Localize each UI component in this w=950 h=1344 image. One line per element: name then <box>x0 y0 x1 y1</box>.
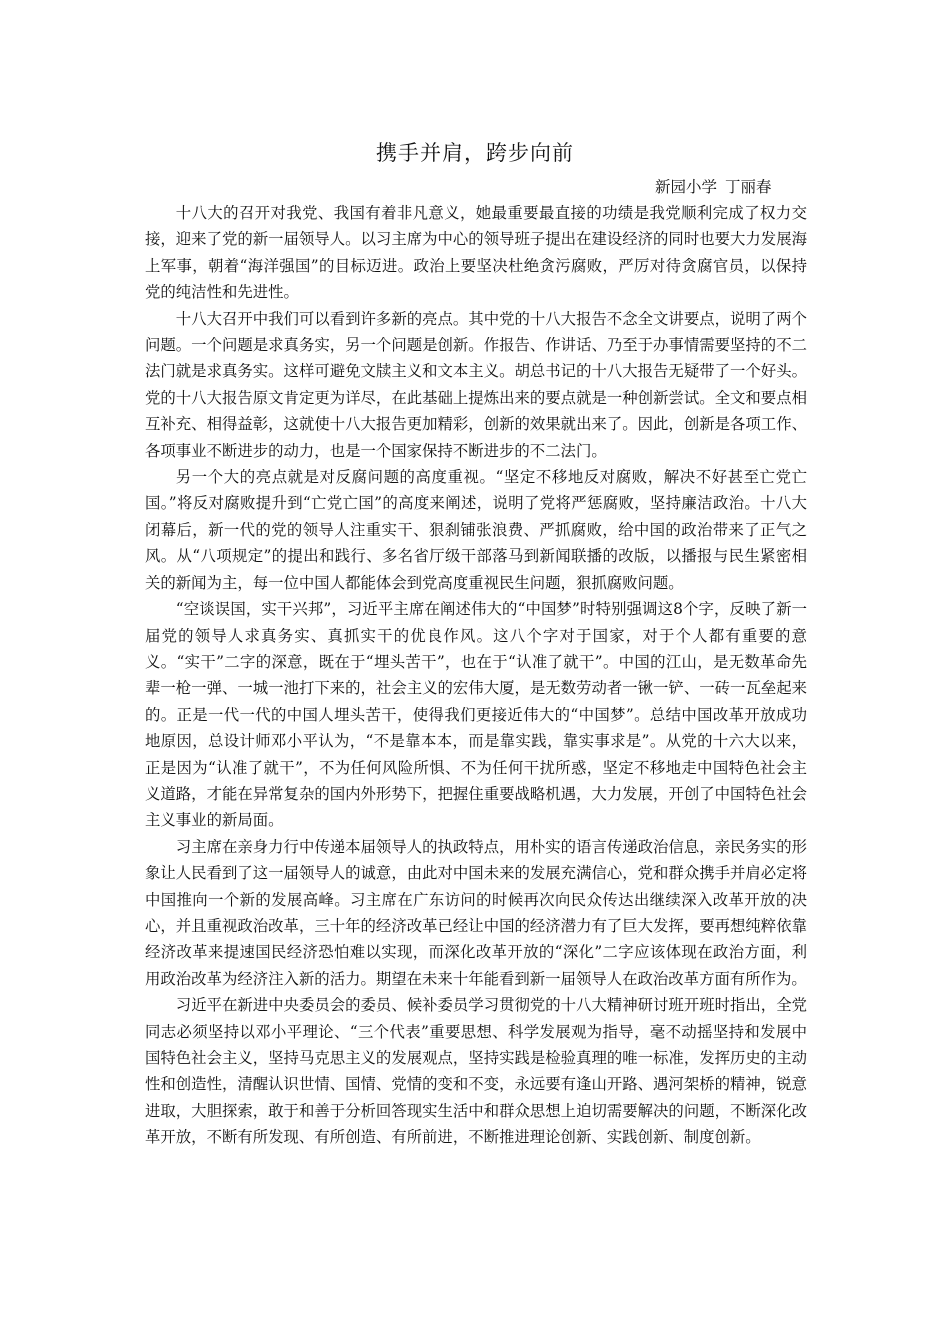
paragraph-3: 另一个大的亮点就是对反腐问题的高度重视。“坚定不移地反对腐败，解决不好甚至亡党亡国。”将反对腐败提升到“亡党亡国”的高度来阐述，说明了党将严惩腐败，坚持廉洁政治。十八大闭幕后，新一代的党的领导人注重实干、狠刹铺张浪费、严抓腐败，给中国的政治带来了正气之风。从“八项规定”的提出和践行、多名省厅级干部落马到新闻联播的改版，以播报与民生紧密相关的新闻为主，每一位中国人都能体会到党高度重视民生问题，狠抓腐败问题。 <box>145 468 807 592</box>
author-line <box>655 176 772 198</box>
author-school: 新园小学 <box>655 178 718 196</box>
paragraph-1: 十八大的召开对我党、我国有着非凡意义，她最重要最直接的功绩是我党顺利完成了权力交接，迎来了党的新一届领导人。以习主席为中心的领导班子提出在建设经济的同时也要大力发展海上军事，朝着“海洋强国”的目标迈进。政治上要坚决杜绝贪污腐败，严厉对待贪腐官员，以保持党的纯洁性和先进性。 <box>145 204 807 302</box>
author-name: 丁丽春 <box>725 178 772 196</box>
paragraph-4: “空谈误国，实干兴邦”，习近平主席在阐述伟大的“中国梦”时特别强调这8个字，反映了新一届党的领导人求真务实、真抓实干的优良作风。这八个字对于国家，对于个人都有重要的意义。“实干”二字的深意，既在于“埋头苦干”，也在于“认准了就干”。中国的江山，是无数革命先辈一枪一弹、一城一池打下来的，社会主义的宏伟大厦，是无数劳动者一锹一铲、一砖一瓦垒起来的。正是一代一代的中国人埋头苦干，使得我们更接近伟大的“中国梦”。总结中国改革开放成功地原因，总设计师邓小平认为，“不是靠本本，而是靠实践，靠实事求是”。从党的十六大以来，正是因为“认准了就干”，不为任何风险所惧、不为任何干扰所惑，坚定不移地走中国特色社会主义道路，才能在异常复杂的国内外形势下，把握住重要战略机遇，大力发展，开创了中国特色社会主义事业的新局面。 <box>145 600 807 830</box>
paragraph-6: 习近平在新进中央委员会的委员、候补委员学习贯彻党的十八大精神研讨班开班时指出，全党同志必须坚持以邓小平理论、“三个代表”重要思想、科学发展观为指导，毫不动摇坚持和发展中国特色社会主义，坚持马克思主义的发展观点，坚持实践是检验真理的唯一标准，发挥历史的主动性和创造性，清醒认识世情、国情、党情的变和不变，永远要有逢山开路、遇河架桥的精神，锐意进取，大胆探索，敢于和善于分析回答现实生活中和群众思想上迫切需要解决的问题，不断深化改革开放，不断有所发现、有所创造、有所前进，不断推进理论创新、实践创新、制度创新。 <box>145 996 807 1147</box>
paragraph-5: 习主席在亲身力行中传递本届领导人的执政特点，用朴实的语言传递政治信息，亲民务实的形象让人民看到了这一届领导人的诚意，由此对中国未来的发展充满信心，党和群众携手并肩必定将中国推向一个新的发展高峰。习主席在广东访问的时候再次向民众传达出继续深入改革开放的决心，并且重视政治改革，三十年的经济改革已经让中国的经济潜力有了巨大发挥，要再想纯粹依靠经济改革来提速国民经济恐怕难以实现，而深化改革开放的“深化”二字应该体现在政治方面，利用政治改革为经济注入新的活力。期望在未来十年能看到新一届领导人在政治改革方面有所作为。 <box>145 837 807 988</box>
document-body <box>145 200 807 1151</box>
paragraph-2: 十八大召开中我们可以看到许多新的亮点。其中党的十八大报告不念全文讲要点，说明了两个问题。一个问题是求真务实，另一个问题是创新。作报告、作讲话、乃至于办事情需要坚持的不二法门就是求真务实。这样可避免文牍主义和文本主义。胡总书记的十八大报告无疑带了一个好头。党的十八大报告原文肯定更为详尽，在此基础上提炼出来的要点就是一种创新尝试。全文和要点相互补充、相得益彰，这就使十八大报告更加精彩，创新的效果就出来了。因此，创新是各项工作、各项事业不断进步的动力，也是一个国家保持不断进步的不二法门。 <box>145 309 807 460</box>
document-title: 携手并肩，跨步向前 <box>376 141 574 165</box>
